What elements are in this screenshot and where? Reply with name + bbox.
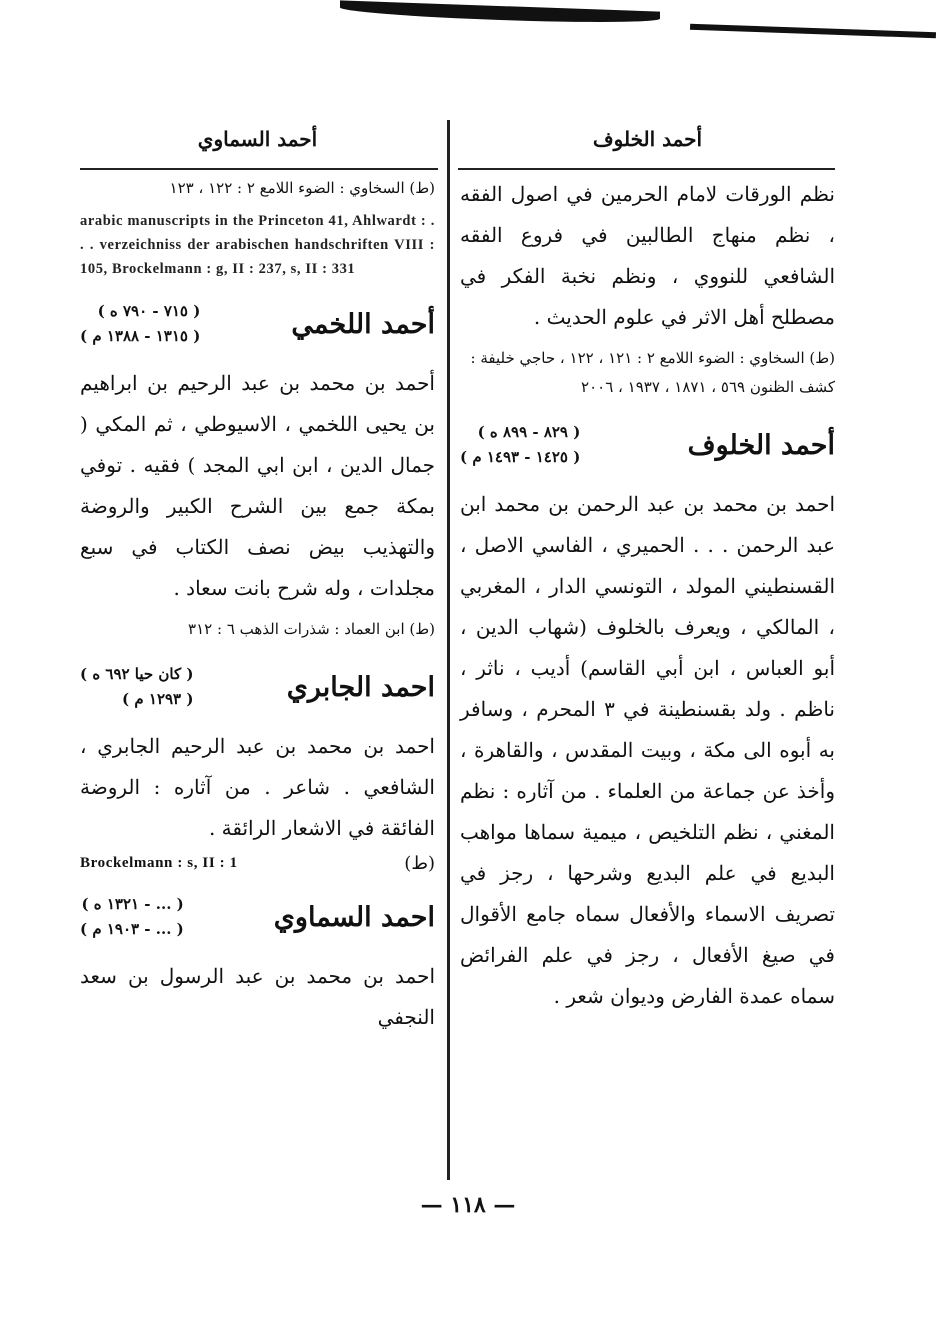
entry-name: احمد الجابري (286, 671, 435, 703)
reference: (ط) السخاوي : الضوء اللامع ٢ : ١٢١ ، ١٢٢ ، حاجي خليفة : كشف الظنون ٥٦٩ ، ١٨٧١ ، ١٩٣٧ ، ٢٠٠٦ (470, 349, 835, 396)
entry-dates (460, 420, 580, 470)
gregorian-dates: ( ... - ١٩٠٣ م ) (80, 920, 184, 938)
latin-reference: Brockelmann : s, II : 1 (80, 855, 238, 871)
gregorian-dates: ( ١٣١٥ - ١٣٨٨ م ) (80, 327, 201, 345)
entry-heading (460, 420, 835, 470)
scan-artifact (690, 24, 936, 39)
entry-dates (80, 662, 193, 712)
entry-name: أحمد اللخمي (291, 308, 435, 340)
entry-text: احمد بن محمد بن عبد الرحيم الجابري ، الشافعي . شاعر . من آثاره : الروضة الفائقة في الاشعار الرائقة . (80, 734, 435, 840)
entry-text: احمد بن محمد بن عبد الرسول بن سعد النجفي (80, 964, 435, 1029)
reference: (ط) السخاوي : الضوء اللامع ٢ : ١٢٢ ، ١٢٣ (169, 179, 435, 197)
hijri-dates: ( ... - ١٣٢١ ه ) (81, 895, 184, 913)
gregorian-dates: ( ١٢٩٣ م ) (122, 690, 194, 708)
latin-reference: arabic manuscripts in the Princeton 41, Ahlwardt : . . . verzeichniss der arabischen handschriften VIII : 105, Brockelmann : g, II : 237, s, II : 331 (80, 213, 435, 277)
hijri-dates: ( كان حيا ٦٩٢ ه ) (80, 665, 194, 683)
page-number: — ١١٨ — (420, 1192, 516, 1218)
entry-heading (80, 892, 435, 942)
scan-artifact (340, 0, 660, 25)
gregorian-dates: ( ١٤٢٥ - ١٤٩٣ م ) (460, 448, 581, 466)
running-head-left: أحمد السماوي (197, 127, 318, 151)
reference (80, 853, 435, 874)
hijri-dates: ( ٧١٥ - ٧٩٠ ه ) (97, 302, 201, 320)
reference-marker: (ط) (404, 853, 435, 874)
document-page (80, 110, 835, 1190)
right-column (460, 110, 835, 1017)
left-column (80, 110, 435, 1038)
entry-text: احمد بن محمد بن عبد الرحمن بن محمد ابن عبد الرحمن . . . الحميري ، الفاسي الاصل ، القسنطيني المولد ، التونسي الدار ، المغربي ، المالكي ، ويعرف بالخلوف (شهاب الدين ، أبو العباس ، ابن أبي القاسم) أديب ، ناثر ، ناظم . ولد بقسنطينة في ٣ المحرم ، وسافر به أبوه الى مكة ، وبيت المقدس ، والقاهرة ، وأخذ عن جماعة من العلماء . من آثاره : نظم المغني ، نظم التلخيص ، ميمية سماها مواهب البديع في علم البديع وشرحها ، رجز في تصريف الاسماء والأفعال سماه جامع الأقوال في صيغ الأفعال ، رجز في علم الفرائض سماه عمدة الفارض وديوان شعر . (460, 492, 835, 1008)
entry-name: أحمد الخلوف (687, 429, 835, 461)
entry-dates (80, 892, 184, 942)
entry-text: أحمد بن محمد بن عبد الرحيم بن ابراهيم بن يحيى اللخمي ، الاسيوطي ، ثم المكي ( جمال الدين ، ابن ابي المجد ) فقيه . توفي بمكة جمع بين الشرح الكبير والروضة والتهذيب بيض نصف الكتاب في سبع مجلدات ، وله شرح بانت سعاد . (80, 371, 435, 600)
hijri-dates: ( ٨٢٩ - ٨٩٩ ه ) (477, 423, 581, 441)
entry-dates (80, 299, 200, 349)
running-head-right: أحمد الخلوف (592, 127, 703, 151)
entry-heading (80, 662, 435, 712)
reference: (ط) ابن العماد : شذرات الذهب ٦ : ٣١٢ (188, 620, 435, 638)
entry-heading (80, 299, 435, 349)
continued-paragraph: نظم الورقات لامام الحرمين في اصول الفقه ، نظم منهاج الطالبين في فروع الفقه الشافعي للنووي ، ونظم نخبة الفكر في مصطلح أهل الاثر في علوم الحديث . (460, 182, 835, 329)
column-divider (447, 120, 450, 1180)
entry-name: احمد السماوي (273, 901, 435, 933)
